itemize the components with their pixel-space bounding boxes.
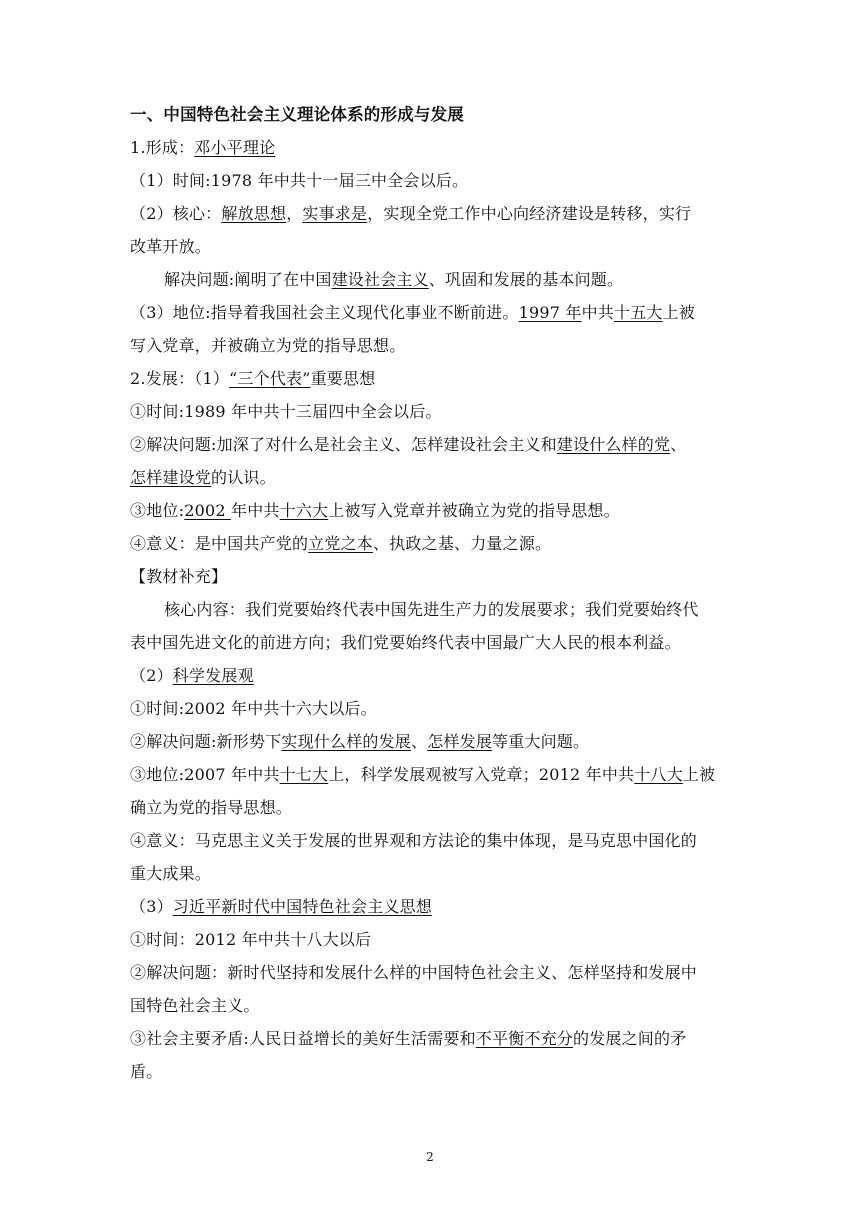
text-line — [130, 461, 732, 494]
underlined-keyword: 十五大 — [614, 303, 663, 322]
text-segment: （3） — [130, 897, 173, 916]
text-line — [130, 659, 732, 692]
text-line — [130, 890, 732, 923]
text-line — [130, 692, 732, 725]
text-segment: ②解决问题:加深了对什么是社会主义、怎样建设社会主义和 — [130, 435, 557, 454]
text-line — [130, 395, 732, 428]
underlined-keyword: 怎样建设党 — [130, 468, 212, 487]
text-segment: ②解决问题：新时代坚持和发展什么样的中国特色社会主义、怎样坚持和发展中 — [130, 963, 698, 982]
text-segment: 上被 — [682, 765, 716, 784]
text-line — [130, 263, 732, 296]
underlined-keyword: 十八大 — [634, 765, 683, 784]
text-segment: 1.形成： — [130, 138, 195, 157]
underlined-keyword: 十六大 — [279, 501, 329, 520]
text-line — [130, 560, 732, 593]
underlined-keyword: 2002 — [184, 501, 232, 520]
text-line — [130, 1022, 732, 1055]
text-segment: 盾。 — [130, 1062, 163, 1081]
text-segment: 确立为党的指导思想。 — [130, 798, 293, 817]
text-line — [130, 131, 732, 164]
text-segment: ③地位: — [130, 501, 185, 520]
text-segment: 国特色社会主义。 — [130, 996, 260, 1015]
text-segment: ④意义：是中国共产党的 — [130, 534, 309, 553]
underlined-keyword: 习近平新时代中国特色社会主义思想 — [172, 897, 432, 916]
text-line — [130, 1055, 732, 1088]
text-segment: 中共 — [581, 303, 614, 322]
text-line — [130, 362, 732, 395]
text-segment: （3）地位:指导着我国社会主义现代化事业不断前进。 — [130, 303, 519, 322]
text-segment: 改革开放。 — [130, 237, 212, 256]
text-segment: 写入党章，并被确立为党的指导思想。 — [130, 336, 406, 355]
text-line — [130, 758, 732, 791]
underlined-keyword: 邓小平理论 — [194, 138, 276, 157]
text-segment: ①时间:1989 年中共十三届四中全会以后。 — [130, 402, 442, 421]
text-line — [130, 230, 732, 263]
text-segment: 上被 — [662, 303, 696, 322]
underlined-keyword: 立党之本 — [308, 534, 374, 553]
text-segment: 、 — [670, 435, 687, 454]
text-line — [130, 857, 732, 890]
text-segment: （2）核心： — [130, 204, 222, 223]
text-segment: ④意义：马克思主义关于发展的世界观和方法论的集中体现，是马克思中国化的 — [130, 831, 698, 850]
text-segment: 2.发展：（1） — [130, 369, 230, 388]
text-line — [130, 824, 732, 857]
underlined-keyword: 不平衡不充分 — [475, 1029, 573, 1048]
text-segment: 、巩固和发展的基本问题。 — [428, 270, 624, 289]
text-segment: 的认识。 — [211, 468, 276, 487]
text-line — [130, 989, 732, 1022]
text-segment: 解决问题:阐明了在中国 — [164, 270, 332, 289]
text-line — [130, 329, 732, 362]
text-segment: 重要思想 — [310, 369, 376, 388]
text-line — [130, 593, 732, 626]
text-segment: 表中国先进文化的前进方向；我们党要始终代表中国最广大人民的根本利益。 — [130, 633, 681, 652]
text-line — [130, 494, 732, 527]
underlined-keyword: 建设社会主义 — [331, 270, 429, 289]
text-segment: 一、中国特色社会主义理论体系的形成与发展 — [130, 105, 464, 124]
underlined-keyword: 建设什么样的党 — [556, 435, 671, 454]
text-line — [130, 527, 732, 560]
text-line — [130, 428, 732, 461]
underlined-keyword: 实事求是 — [302, 204, 368, 223]
text-segment: ①时间:2002 年中共十六大以后。 — [130, 699, 377, 718]
underlined-keyword: 解放思想 — [221, 204, 287, 223]
text-line — [130, 791, 732, 824]
text-segment: ，实现全党工作中心向经济建设是转移，实行 — [367, 204, 692, 223]
underlined-keyword: 十七大 — [279, 765, 329, 784]
underlined-keyword: 科学发展观 — [172, 666, 254, 685]
text-segment: （1）时间:1978 年中共十一届三中全会以后。 — [130, 171, 469, 190]
text-segment: （2） — [130, 666, 173, 685]
text-segment: 重大成果。 — [130, 864, 212, 883]
text-segment: 【教材补充】 — [130, 567, 228, 586]
text-segment: 的发展之间的矛 — [573, 1029, 687, 1048]
text-line — [130, 296, 732, 329]
text-line — [130, 956, 732, 989]
underlined-keyword: 1997 年 — [518, 303, 582, 322]
text-segment: 年中共 — [231, 501, 280, 520]
text-segment: ③地位:2007 年中共 — [130, 765, 280, 784]
text-segment: 核心内容：我们党要始终代表中国先进生产力的发展要求；我们党要始终代 — [164, 600, 699, 619]
text-segment: 等重大问题。 — [492, 732, 590, 751]
text-line — [130, 197, 732, 230]
text-segment: 、 — [411, 732, 428, 751]
text-line — [130, 626, 732, 659]
underlined-keyword: 怎样发展 — [427, 732, 493, 751]
section-heading — [130, 98, 732, 131]
text-segment: 上，科学发展观被写入党章；2012 年中共 — [328, 765, 635, 784]
text-line — [130, 164, 732, 197]
text-segment: ①时间：2012 年中共十八大以后 — [130, 930, 372, 949]
text-segment: 、执政之基、力量之源。 — [373, 534, 552, 553]
text-line — [130, 725, 732, 758]
text-segment: ③社会主要矛盾:人民日益增长的美好生活需要和 — [130, 1029, 476, 1048]
page-number: 2 — [426, 1150, 434, 1164]
underlined-keyword: “三个代表” — [229, 369, 311, 388]
document-body — [130, 98, 732, 1088]
text-line — [130, 923, 732, 956]
text-segment: 上被写入党章并被确立为党的指导思想。 — [328, 501, 620, 520]
text-segment: ②解决问题:新形势下 — [130, 732, 282, 751]
text-segment: ， — [286, 204, 303, 223]
underlined-keyword: 实现什么样的发展 — [281, 732, 412, 751]
